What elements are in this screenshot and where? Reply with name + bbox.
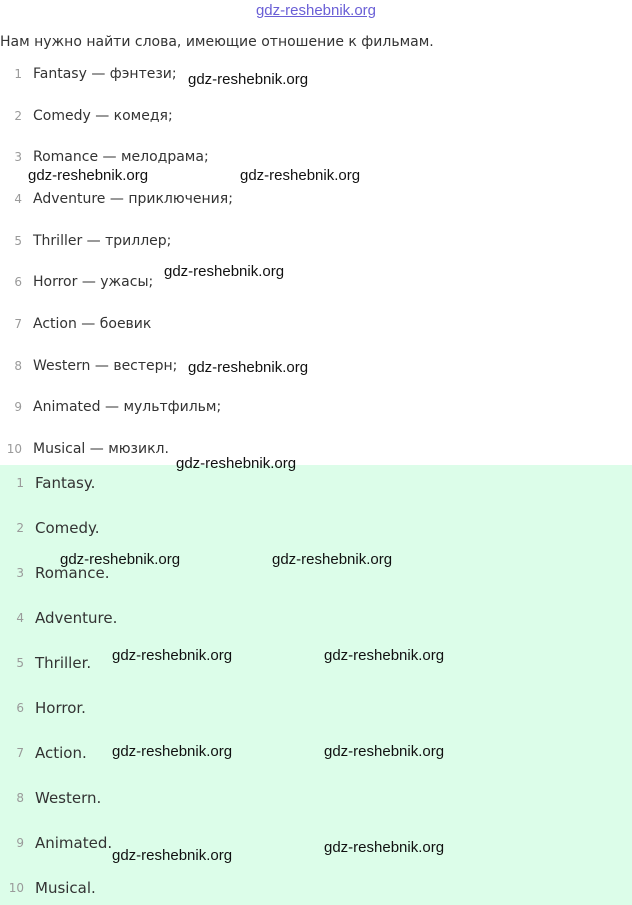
item-number: 10 [6,442,22,456]
item-text: Adventure. [35,609,118,627]
item-number: 1 [16,476,24,490]
watermark: gdz-reshebnik.org [188,71,309,88]
item-text: Romance. [35,564,110,582]
answer-panel [0,465,632,905]
item-number: 10 [8,881,24,895]
watermark: gdz-reshebnik.org [164,263,285,280]
item-number: 2 [16,521,24,535]
item-number: 7 [14,317,22,331]
item-number: 6 [14,275,22,289]
intro-text: Нам нужно найти слова, имеющие отношение к фильмам. [0,34,434,50]
item-number: 3 [16,566,24,580]
item-number: 8 [16,791,24,805]
item-text: Animated. [35,834,113,852]
item-number: 5 [16,656,24,670]
item-text: Fantasy — фэнтези; [33,66,177,82]
item-number: 1 [14,67,22,81]
item-number: 5 [14,234,22,248]
watermark: gdz-reshebnik.org [188,359,309,376]
watermark: gdz-reshebnik.org [112,847,233,864]
item-text: Action — боевик [33,316,152,332]
watermark: gdz-reshebnik.org [112,647,233,664]
item-text: Adventure — приключения; [33,191,233,207]
watermark: gdz-reshebnik.org [240,167,361,184]
watermark: gdz-reshebnik.org [28,167,149,184]
item-number: 4 [16,611,24,625]
site-link[interactable]: gdz-reshebnik.org [255,2,377,19]
item-text: Musical — мюзикл. [33,441,169,457]
item-text: Fantasy. [35,474,96,492]
item-text: Action. [35,744,87,762]
item-text: Horror. [35,699,86,717]
item-text: Horror — ужасы; [33,274,154,290]
item-text: Western. [35,789,102,807]
item-number: 6 [16,701,24,715]
watermark: gdz-reshebnik.org [272,551,393,568]
item-text: Comedy — комедя; [33,108,173,124]
item-number: 2 [14,109,22,123]
item-text: Thriller. [35,654,92,672]
item-number: 3 [14,150,22,164]
item-number: 7 [16,746,24,760]
item-number: 8 [14,359,22,373]
item-text: Thriller — триллер; [33,233,172,249]
item-text: Comedy. [35,519,100,537]
watermark: gdz-reshebnik.org [112,743,233,760]
item-text: Animated — мультфильм; [33,399,222,415]
watermark: gdz-reshebnik.org [324,743,445,760]
watermark: gdz-reshebnik.org [176,455,297,472]
item-text: Musical. [35,879,96,897]
watermark: gdz-reshebnik.org [60,551,181,568]
item-number: 9 [14,400,22,414]
item-text: Western — вестерн; [33,358,178,374]
item-number: 4 [14,192,22,206]
item-text: Romance — мелодрама; [33,149,209,165]
item-number: 9 [16,836,24,850]
watermark: gdz-reshebnik.org [324,647,445,664]
watermark: gdz-reshebnik.org [324,839,445,856]
